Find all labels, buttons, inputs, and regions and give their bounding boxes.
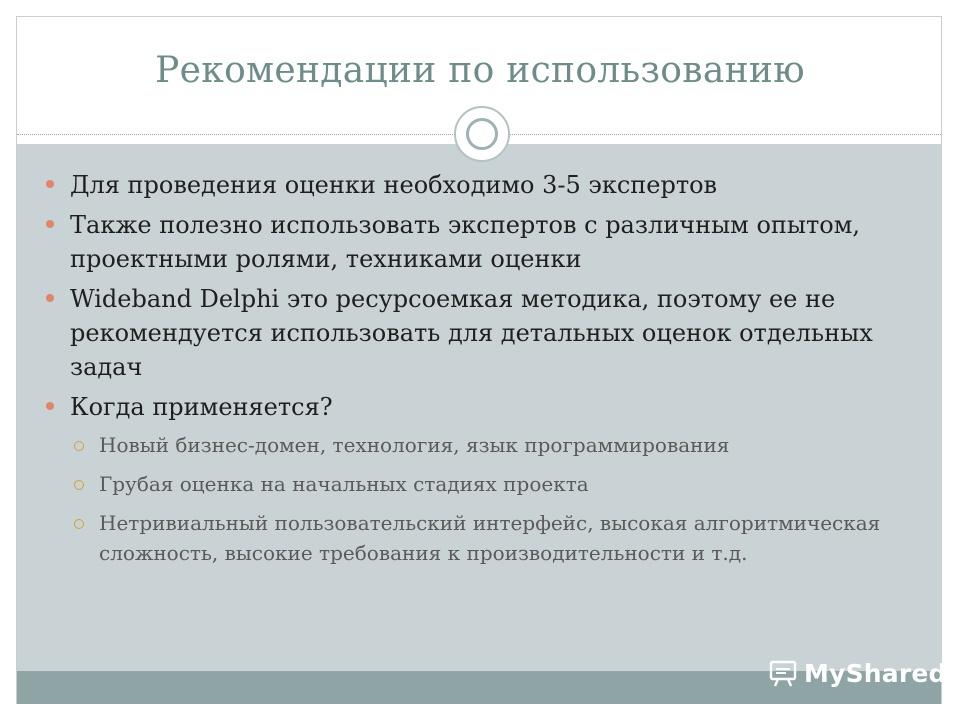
bullet-list — [46, 168, 926, 577]
presentation-board-icon — [768, 658, 798, 688]
ring-bullet-icon — [74, 519, 84, 529]
ring-bullet-icon — [74, 480, 84, 490]
bullet-item — [46, 208, 926, 276]
myshared-watermark — [768, 656, 947, 690]
sub-bullet-item — [46, 430, 926, 460]
inner-circle — [466, 118, 498, 150]
bullet-item — [46, 390, 926, 424]
bullet-item — [46, 282, 926, 384]
bullet-dot-icon — [46, 294, 54, 302]
sub-bullet-item — [46, 508, 926, 568]
bullet-item — [46, 168, 926, 202]
bullet-text: Также полезно использовать экспертов с различным опытом, проектными ролями, техниками оценки — [70, 211, 861, 273]
sub-bullet-text: Нетривиальный пользовательский интерфейс, высокая алгоритмическая сложность, высокие требования к производительности и т.д. — [99, 511, 881, 565]
sub-bullet-text: Грубая оценка на начальных стадиях проекта — [99, 472, 589, 496]
bullet-text: Wideband Delphi это ресурсоемкая методика, поэтому ее не рекомендуется использовать для детальных оценок отдельных задач — [70, 285, 873, 381]
watermark-text: MyShared — [804, 658, 947, 688]
circle-ornament-icon — [454, 106, 510, 162]
bullet-text: Когда применяется? — [70, 393, 333, 421]
slide-title: Рекомендации по использованию — [155, 50, 805, 91]
bullet-dot-icon — [46, 402, 54, 410]
bullet-dot-icon — [46, 180, 54, 188]
ring-bullet-icon — [74, 441, 84, 451]
sub-bullet-item — [46, 469, 926, 499]
bullet-text: Для проведения оценки необходимо 3-5 экспертов — [70, 171, 718, 199]
sub-bullet-text: Новый бизнес-домен, технология, язык программирования — [99, 433, 730, 457]
bullet-dot-icon — [46, 220, 54, 228]
